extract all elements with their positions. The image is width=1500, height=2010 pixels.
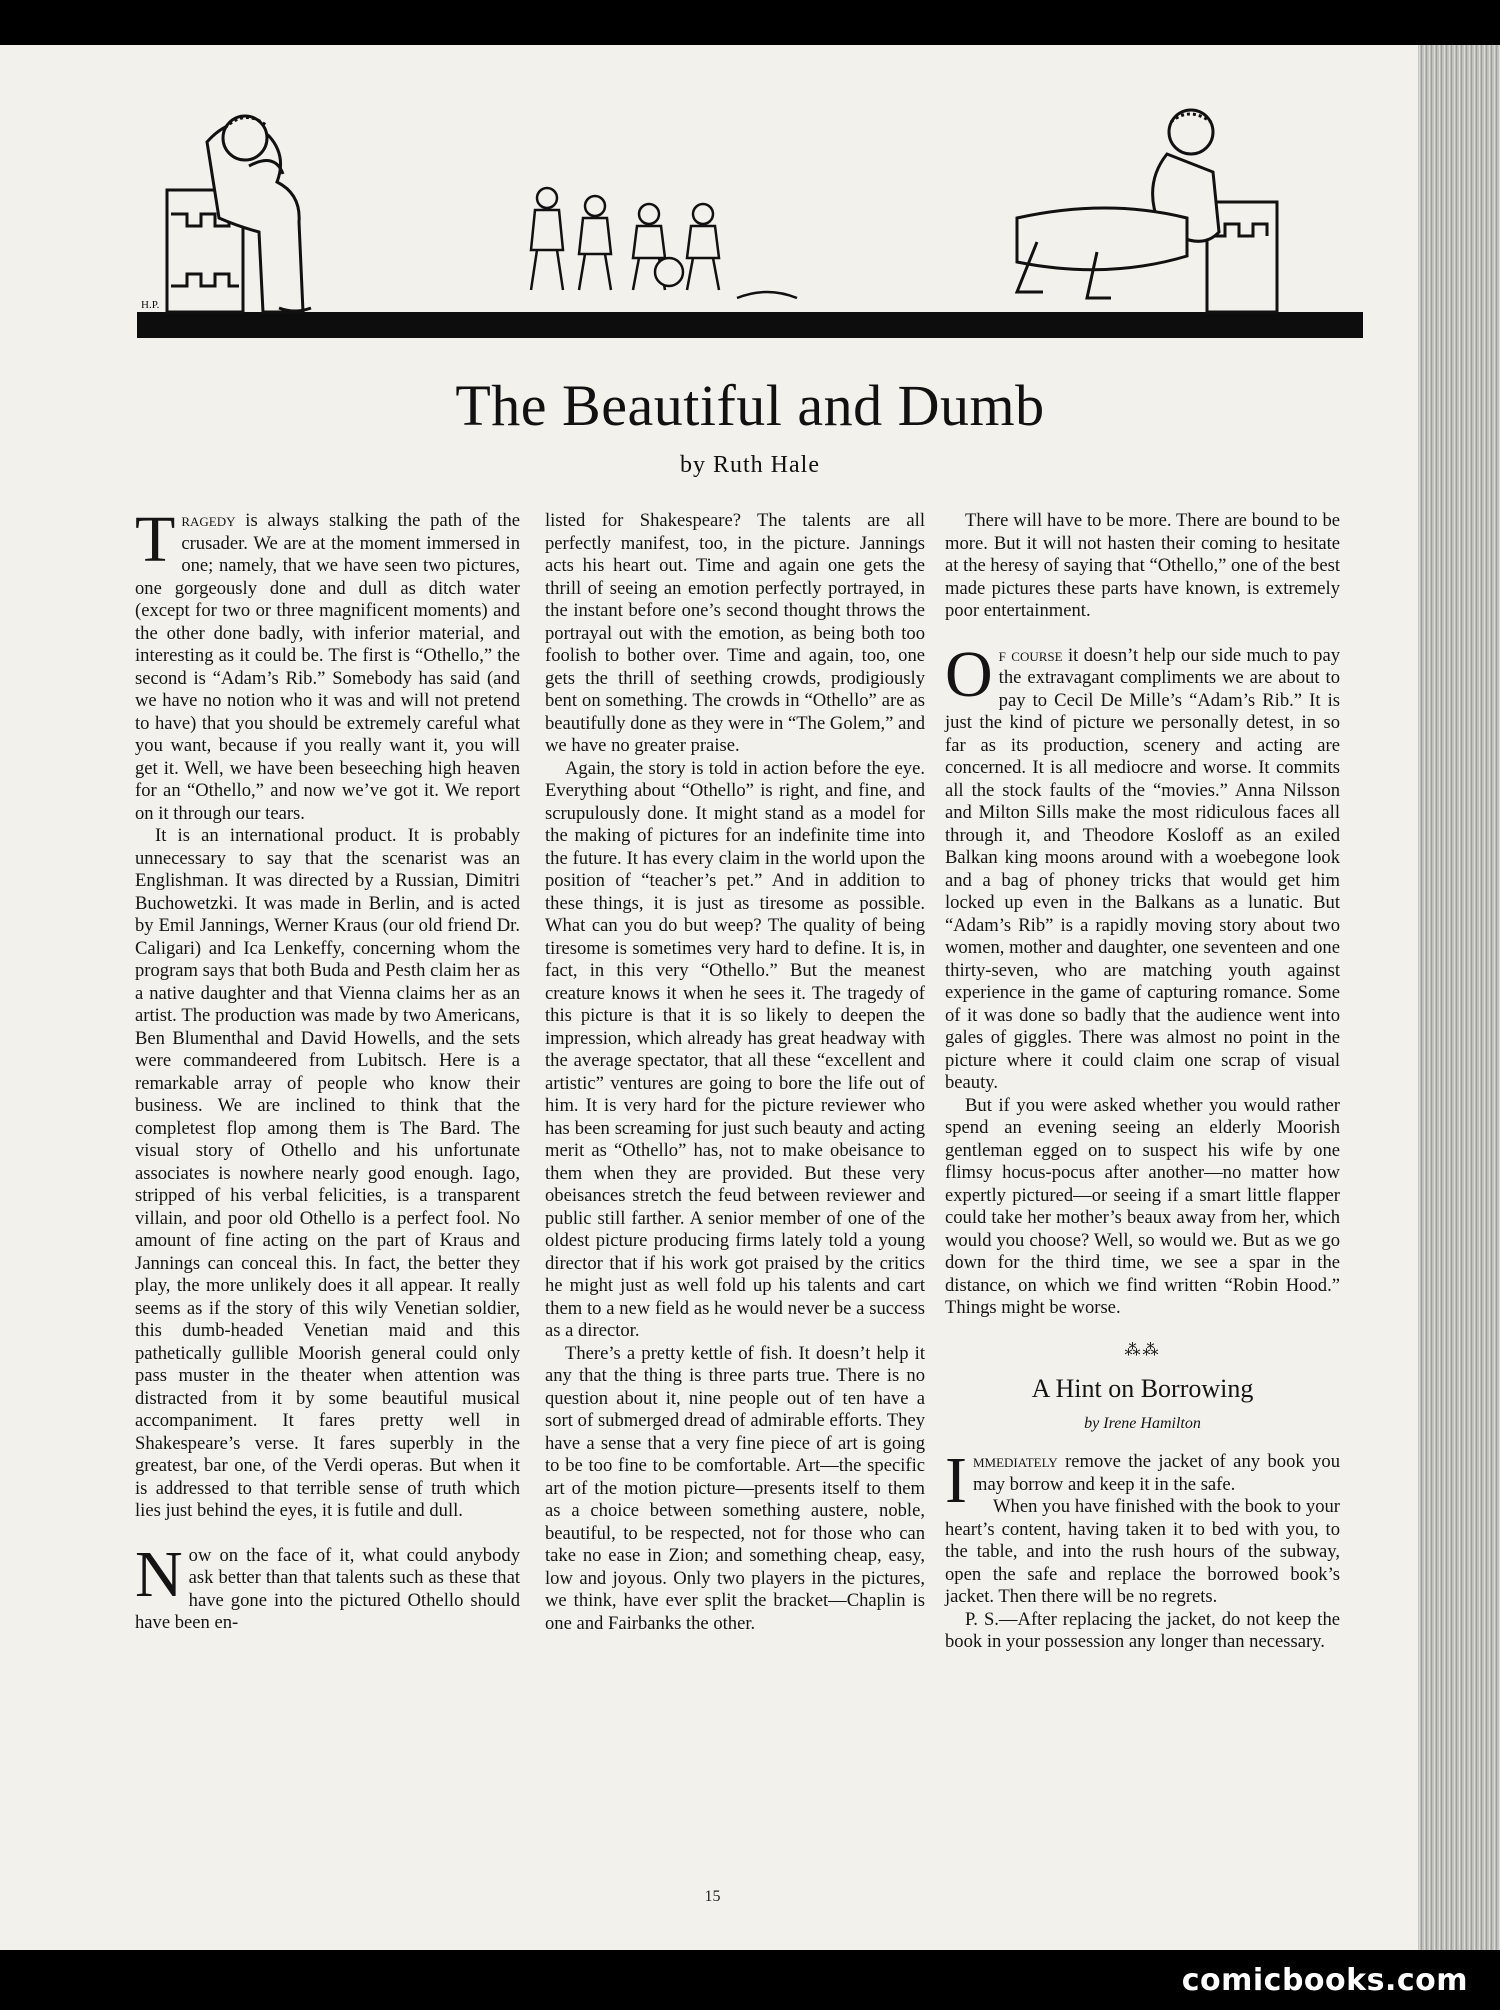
header-illustration [137,102,1363,342]
paragraph-text: is always stalking the path of the crusader. We are at the moment immersed in one; namely, that we have seen two pictures, one gorgeously done and dull as ditch water (except for two or three magnificent moments) and the other done badly, with inferior material, and interesting as it could be. The first is “Othello,” the second is “Adam’s Rib.” Somebody has said (and we have no notion who it was and will not pretend to have) that you should be extremely careful what you want, because if you really want it, you will get it. Well, we have been beseeching high heaven for an “Othello,” and now we’ve got it. We report on it through our tears. [135,510,520,824]
paragraph [945,637,1340,1095]
paragraph-text: remove the jacket of any book you may borrow and keep it in the safe. [972,1451,1340,1495]
paragraph: P. S.—After replacing the jacket, do not keep the book in your possession any longer than necessary. [945,1608,1340,1652]
paragraph [135,503,520,825]
page-edges [1418,45,1500,1950]
soldier-figures [531,188,797,298]
section-separator: ⁂⁂ [1124,1341,1161,1359]
drop-cap: N [135,1537,183,1611]
small-caps-lead: mmediately [972,1451,1058,1472]
column-1 [135,503,520,1635]
drop-cap: T [135,503,176,576]
paragraph-text: it doesn’t help our side much to pay the extravagant compliments we are about to pay to Cecil De Mille’s “Adam’s Rib.” It is just the kind of picture we personally detest, in so far as its production, scenery and acting are concerned. It is all mediocre and worse. It commits all the stock faults of the “movies.” Anna Nilsson and Milton Sills make the most ridiculous faces all through it, and Theodore Kosloff as an exiled Balkan king moons around with a woebegone look and a bag of phoney tricks that would get him locked up even in the Balkans as a lunatic. But “Adam’s Rib” is a rapidly moving story about two women, mother and daughter, one seventeen and one thirty-seven, who are matching youth against experience in the game of capturing romance. Some of it was done so badly that the audience went into gales of giggles. There was almost no point in the picture where it could claim one scrap of visual beauty. [945,644,1340,1093]
page-number: 15 [704,1888,721,1905]
paragraph [135,1537,520,1635]
column-2 [545,510,925,1635]
column-3 [945,510,1340,1654]
paragraph: There’s a pretty kettle of fish. It doesn’t help it any that the thing is three parts true. There is no question about it, nine people out of ten have a sort of submerged dread of admirable efforts. They have a sense that a very fine piece of art is going to be too fine to be comfortable. Art—the specific art of the motion picture—presents itself to them as a choice between something austere, noble, beautiful, to be respected, not for those who can take no ease in Zion; and something cheap, easy, low and joyous. Only two players in the pictures, we think, have ever split the bracket—Chaplin is one and Fairbanks the other. [545,1342,925,1634]
drop-cap: O [945,637,993,711]
article-byline: by Ruth Hale [680,452,820,478]
article-title: The Beautiful and Dumb [455,373,1045,438]
right-emperor-figure [1017,110,1277,312]
paragraph: When you have finished with the book to your heart’s content, having taken it to bed with you, to the table, and into the rush hours of the subway, open the safe and replace the borrowed book’s jacket. Then there will be no regrets. [945,1496,1340,1607]
sidebar-title: A Hint on Borrowing [1031,1374,1254,1403]
watermark: comicbooks.com [1181,1963,1468,1998]
paragraph-text: ow on the face of it, what could anybody ask better than that talents such as these that have gone into the pictured Othello should have been en- [135,1544,520,1633]
drop-cap: I [945,1444,967,1517]
small-caps-lead: f course [998,644,1063,666]
paragraph: It is an international product. It is probably unnecessary to say that the scenarist was an Englishman. It was directed by a Russian, Dimitri Buchowetzki. It was made in Berlin, and is acted by Emil Jannings, Werner Kraus (our old friend Dr. Caligari) and Ica Lenkeffy, concerning whom the program says that both Buda and Pesth claim her as a native daughter and that Vienna claims her as an artist. The production was made by two Americans, Ben Blumenthal and David Howells, and the sets were commandeered from Lubitsch. Here is a remarkable array of people who know their business. We are inclined to think that the completest flop among them is The Bard. The visual story of Othello and his unfortunate associates is nowhere nearly good enough. Iago, stripped of his verbal felicities, is a transparent villain, and poor old Othello is a perfect fool. No amount of fine acting on the part of Kraus and Jannings can conceal this. In fact, the better they play, the more unlikely does it all appear. It really seems as if the story of this wily Venetian soldier, this dumb-headed Venetian maid and this pathetically gullible Moorish general could only pass muster in the theater when attention was distracted from it by some beautiful musical accompaniment. It fares pretty well in Shakespeare’s verse. It fares superbly in the greatest, bar one, of the Verdi operas. But when it is addressed to that terrible sense of truth which lies just behind the eyes, it is futile and dull. [135,825,520,1521]
artist-initials: H.P. [141,299,160,311]
small-caps-lead: ragedy [181,510,236,531]
paragraph: listed for Shakespeare? The talents are all perfectly manifest, too, in the picture. Jannings acts his heart out. Time and again one gets the thrill of seeing an emotion perfectly portrayed, in the instant before one’s second thought throws the portrayal out with the emotion, as being both too foolish to bother over. Time and again, too, one gets the thrill of seething crowds, prodigiously bent on something. The crowds in “Othello” are as beautifully done as they were in “The Golem,” and we have no greater praise. [545,510,925,756]
paragraph: Again, the story is told in action before the eye. Everything about “Othello” is right, and fine, and scrupulously done. It might stand as a model for the making of pictures for an indefinite time into the future. It has every claim in the world upon the position of “teacher’s pet.” And in addition to these things, it is just as tiresome as possible. What can you do but weep? The quality of being tiresome is sometimes very hard to define. It is, in fact, in this very “Othello.” But the meanest creature knows it when he sees it. The tragedy of this picture is that it is so likely to deepen the impression, which already has great headway with the average spectator, that all these “excellent and artistic” ventures are going to bore the life out of him. It is very hard for the picture reviewer who has been screaming for just such beauty and acting merit as “Othello” has, not to make obeisance to them when they are provided. But these very obeisances stretch the feud between reviewer and public still farther. A senior member of one of the oldest picture producing firms lately told a young director that if his work got praised by the critics he might just as well fold up his talents and cart them to a new field as he would never be a success as a director. [545,757,925,1341]
paragraph: But if you were asked whether you would rather spend an evening seeing an elderly Moorish gentleman egged on to suspect his wife by one flimsy hocus-pocus after another—no matter how expertly pictured—or seeing if a smart little flapper could take her mother’s beaux away from her, which would you choose? Well, so would we. But as we go down for the third time, we see a spar in the distance, on which we find written “Robin Hood.” Things might be worse. [945,1094,1340,1318]
paragraph [945,1444,1340,1517]
sidebar-byline: by Irene Hamilton [1084,1414,1201,1432]
left-emperor-figure [167,116,311,312]
paragraph: There will have to be more. There are bound to be more. But it will not hasten their coming to hesitate at the heresy of saying that “Othello,” one of the best made pictures these parts have known, is extremely poor entertainment. [945,510,1340,621]
